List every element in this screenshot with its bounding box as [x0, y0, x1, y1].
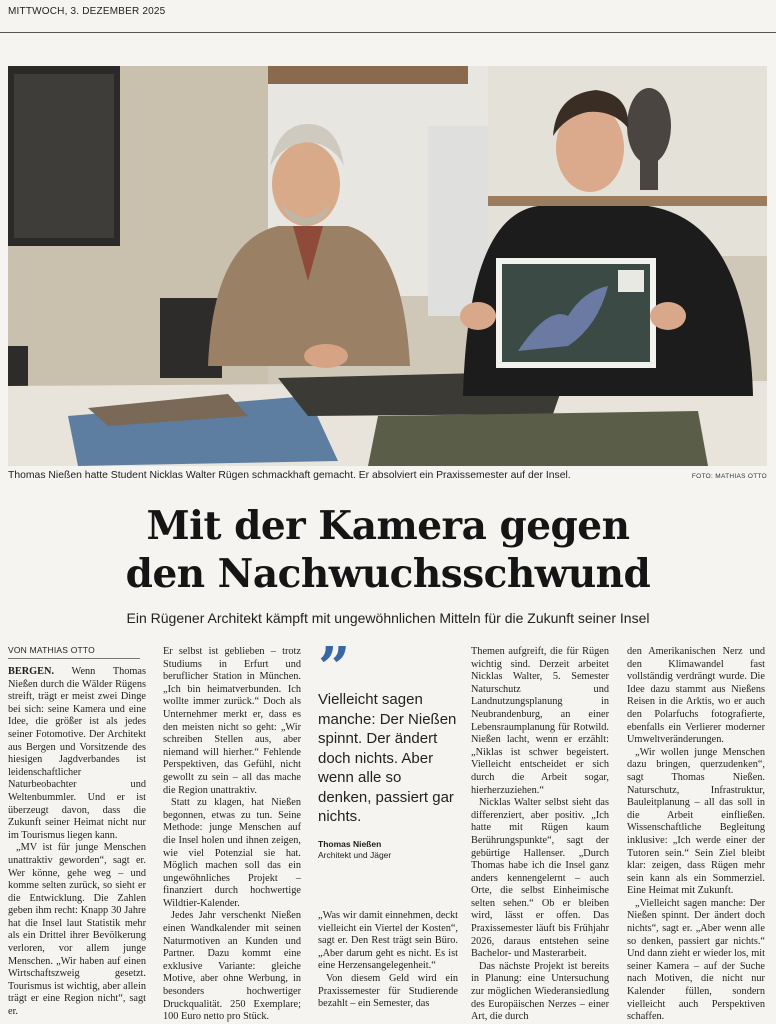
paragraph: Er selbst ist geblieben – trotz Studiums in Erfurt und beruflicher Station in München. „Ich bin heimatverbunden. Ich wollte immer zurück.“ Doch als Unternehmer merkt er, dass es den meisten nicht so geht: „Wir schreiben Stellen aus, aber niemand will hierher.“ Fehlende Perspektiven, das Gefühl, nicht gewollt zu sein – all das mache die Region unattraktiv.	[163, 646, 301, 796]
header-rule	[0, 32, 776, 33]
photo-credit: FOTO: MATHIAS OTTO	[691, 473, 767, 480]
pull-quote-text: Vielleicht sagen manche: Der Nießen spinnt. Der ändert doch nichts. Aber wenn alle so denken, passiert gar nichts.	[318, 691, 457, 825]
paragraph: „Was wir damit einnehmen, deckt vielleicht ein Viertel der Kosten“, sagt er. Den Rest trägt sein Büro. „Aber darum geht es nicht. Es ist eine Herzensangelegenheit.“	[318, 910, 458, 972]
subheadline: Ein Rügener Architekt kämpft mit ungewöhnlichen Mitteln für die Zukunft seiner Insel	[126, 610, 650, 626]
article-column-3	[318, 910, 458, 1010]
place-lead: BERGEN.	[8, 666, 55, 677]
pull-quote	[318, 635, 458, 860]
headline-line-1: Mit der Kamera gegen	[146, 503, 630, 549]
headline-line-2: den Nachwuchsschwund	[125, 551, 651, 597]
paragraph: Nicklas Walter selbst sieht das differenziert, aber positiv. „Ich hatte mit Rügen kaum Berührungspunkte“, sagt der gebürtige Hallenser. „Durch Thomas habe ich die Insel ganz anders kennengelernt – auch Orte, die selbst Einheimische selten sehen.“ Ob er bleiben wird, lässt er offen. Das Praxissemester läuft bis Frühjahr 2026, daraus entstehen seine Bachelor- und Masterarbeit.	[471, 797, 609, 960]
byline-rule	[8, 658, 140, 659]
pull-quote-name: Thomas Nießen	[318, 838, 382, 849]
article-column-2	[163, 646, 301, 1023]
article-column-5	[627, 646, 765, 1023]
byline: VON MATHIAS OTTO	[8, 645, 95, 655]
paragraph: den Amerikanischen Nerz und den Klimawandel fast vollständig verdrängt wurde. Die Idee dazu stammt aus Nießens Reisen in die Arktis, wo er auch den Polarfuchs fotografierte, ebenfalls ein Verlierer moderner Umweltveränderungen.	[627, 646, 765, 746]
pull-quote-role: Architekt und Jäger	[318, 849, 392, 860]
paragraph: Statt zu klagen, hat Nießen begonnen, etwas zu tun. Seine Methode: junge Menschen auf die Insel holen und ihnen zeigen, wie viel Potenzial sie hat. Möglich machen soll das ein ungewöhnliches Projekt – finanziert durch hochwertige Wildtier-Kalender.	[163, 797, 301, 909]
paragraph: Jedes Jahr verschenkt Nießen einen Wandkalender mit seinen Naturmotiven an Kunden und Partner. Dazu kommt eine exklusive Variante: gleiche Motive, aber ohne Werbung, in besonders hochwertiger Druckqualität. 250 Exemplare; 100 Euro netto pro Stück.	[163, 910, 301, 1023]
paragraph: „Vielleicht sagen manche: Der Nießen spinnt. Der ändert doch nichts“, sagt er. „Aber wenn alle so denken, passiert gar nichts.“ Und dann zieht er wieder los, mit seiner Kamera – auf der Suche nach Motiven, die nicht nur Kalender füllen, sondern vielleicht auch Perspektiven schaffen.	[627, 897, 765, 1023]
article-column-4	[471, 646, 609, 1023]
paragraph: Themen aufgreift, die für Rügen wichtig sind. Derzeit arbeitet Nicklas Walter, 5. Semester Naturschutz und Landnutzungsplanung in Neubrandenburg, an einer Lebensraumplanung für Rotwild. Nießen lacht, wenn er erzählt: „Niklas ist schwer begeistert. Vielleicht entscheidet er sich durch die Arbeit sogar, hierherzuziehen.“	[471, 646, 609, 796]
article-column-1	[8, 666, 146, 1018]
quote-mark-icon: ”	[318, 635, 351, 701]
paragraph: Das nächste Projekt ist bereits in Planung: eine Untersuchung zur möglichen Wiederansiedlung des Europäischen Nerzes – einer Art, die durch	[471, 960, 609, 1023]
paragraph	[8, 666, 146, 842]
article-photo	[8, 66, 767, 466]
paragraph-text: Wenn Thomas Nießen durch die Wälder Rügens streift, trägt er meist zwei Dinge bei sich: seine Kamera und eine Idee, die größer ist als jedes seiner Fotomotive. Der Architekt aus Bergen und Vorsitzende des hiesigen Jagdverbandes ist leidenschaftlicher Naturbeobachter und Weltenbummler. Und er ist überzeugt davon, dass die Zukunft seiner Heimat nicht nur im Tourismus liegen kann.	[8, 666, 146, 841]
paragraph: „Wir wollen junge Menschen dazu bringen, querzudenken“, sagt Thomas Nießen. Naturschutz, Infrastruktur, Bauleitplanung – all das soll in die Arbeit einfließen. Wissenschaftliche Begleitung inklusive: „Ich werde einer der Tutoren sein.“ Sein Ziel bleibt klar: zeigen, dass Rügen mehr sein kann als ein Sommerziel. Eine Heimat mit Zukunft.	[627, 746, 765, 897]
dateline: MITTWOCH, 3. DEZEMBER 2025	[8, 6, 166, 17]
headline	[0, 502, 776, 598]
photo-caption: Thomas Nießen hatte Student Nicklas Walter Rügen schmackhaft gemacht. Er absolviert ein Praxissemester auf der Insel.	[8, 470, 571, 481]
paragraph: Von diesem Geld wird ein Praxissemester für Studierende bezahlt – ein Semester, das	[318, 972, 458, 1010]
paragraph: „MV ist für junge Menschen unattraktiv geworden“, sagt er. Wer könne, gehe weg – und komme selten zurück, so sieht er die Entwicklung. Die Zahlen geben ihm recht: Knapp 30 Jahre hat die Insel laut Statistik mehr als ein Drittel ihrer Bevölkerung verloren, vor allem junge Menschen. „Wir haben auf einen Wirtschaftszweig gesetzt. Tourismus ist wichtig, aber allein trägt er eine Region nicht“, sagt er.	[8, 842, 146, 1018]
